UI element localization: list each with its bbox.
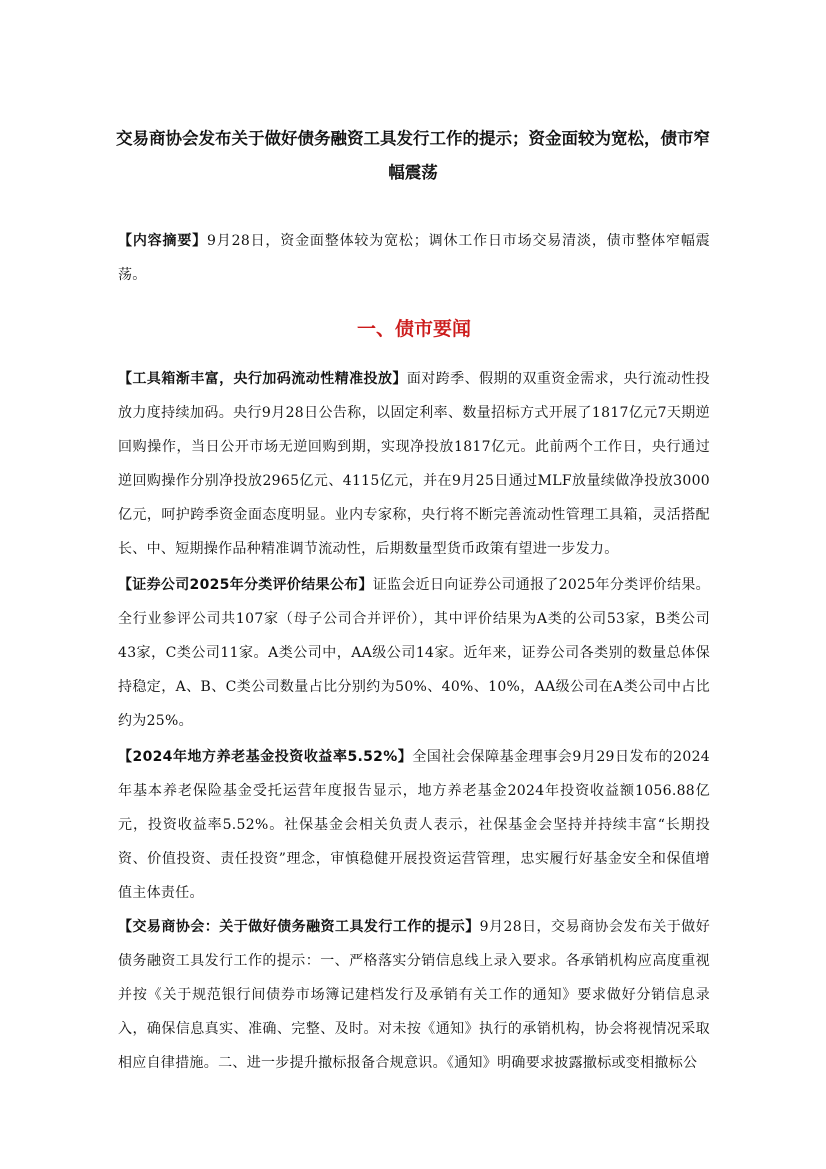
news-lead: 【工具箱渐丰富，央行加码流动性精准投放】 [118, 371, 407, 387]
news-item-liquidity [118, 362, 710, 566]
summary-label: 【内容摘要】 [118, 233, 208, 249]
summary-paragraph [118, 224, 710, 292]
document-title: 交易商协会发布关于做好债务融资工具发行工作的提示；资金面较为宽松，债市窄幅震荡 [116, 129, 710, 182]
news-lead: 【交易商协会：关于做好债务融资工具发行工作的提示】 [118, 919, 480, 935]
news-lead: 【2024年地方养老基金投资收益率5.52%】 [118, 749, 413, 765]
news-item-pension-fund [118, 740, 710, 910]
news-text: 面对跨季、假期的双重资金需求，央行流动性投放力度持续加码。央行9月28日公告称，以固定利率、数量招标方式开展了1817亿元7天期逆回购操作，当日公开市场无逆回购到期，实现净投放1817亿元。此前两个工作日，央行通过逆回购操作分别净投放2965亿元、4115亿元，并在9月25日通过MLF放量续做净投放3000亿元，呵护跨季资金面态度明显。业内专家称，央行将不断完善流动性管理工具箱，灵活搭配长、中、短期操作品种精准调节流动性，后期数量型货币政策有望进一步发力。 [118, 371, 710, 557]
news-text: 证监会近日向证券公司通报了2025年分类评价结果。全行业参评公司共107家（母子公司合并评价），其中评价结果为A类的公司53家，B类公司43家，C类公司11家。A类公司中，AA级公司14家。近年来，证券公司各类别的数量总体保持稳定，A、B、C类公司数量占比分别约为50%、40%、10%，AA级公司在A类公司中占比约为25%。 [118, 577, 710, 729]
section-heading: 一、债市要闻 [356, 318, 471, 340]
news-text: 全国社会保障基金理事会9月29日发布的2024年基本养老保险基金受托运营年度报告显示，地方养老基金2024年投资收益额1056.88亿元，投资收益率5.52%。社保基金会相关负责人表示，社保基金会坚持并持续丰富“长期投资、价值投资、责任投资”理念，审慎稳健开展投资运营管理，忠实履行好基金安全和保值增值主体责任。 [118, 749, 711, 901]
news-item-securities-rating [118, 568, 710, 738]
news-item-nafmii-notice [118, 910, 710, 1080]
news-text: 9月28日，交易商协会发布关于做好债务融资工具发行工作的提示：一、严格落实分销信息线上录入要求。各承销机构应高度重视并按《关于规范银行间债券市场簿记建档发行及承销有关工作的通知》要求做好分销信息录入，确保信息真实、准确、完整、及时。对未按《通知》执行的承销机构，协会将视情况采取相应自律措施。二、进一步提升撤标报备合规意识。《通知》明确要求披露撤标或变相撤标公 [118, 919, 710, 1071]
summary-text: 9月28日，资金面整体较为宽松；调休工作日市场交易清淡，债市整体窄幅震荡。 [118, 233, 710, 283]
news-lead: 【证券公司2025年分类评价结果公布】 [118, 577, 373, 593]
